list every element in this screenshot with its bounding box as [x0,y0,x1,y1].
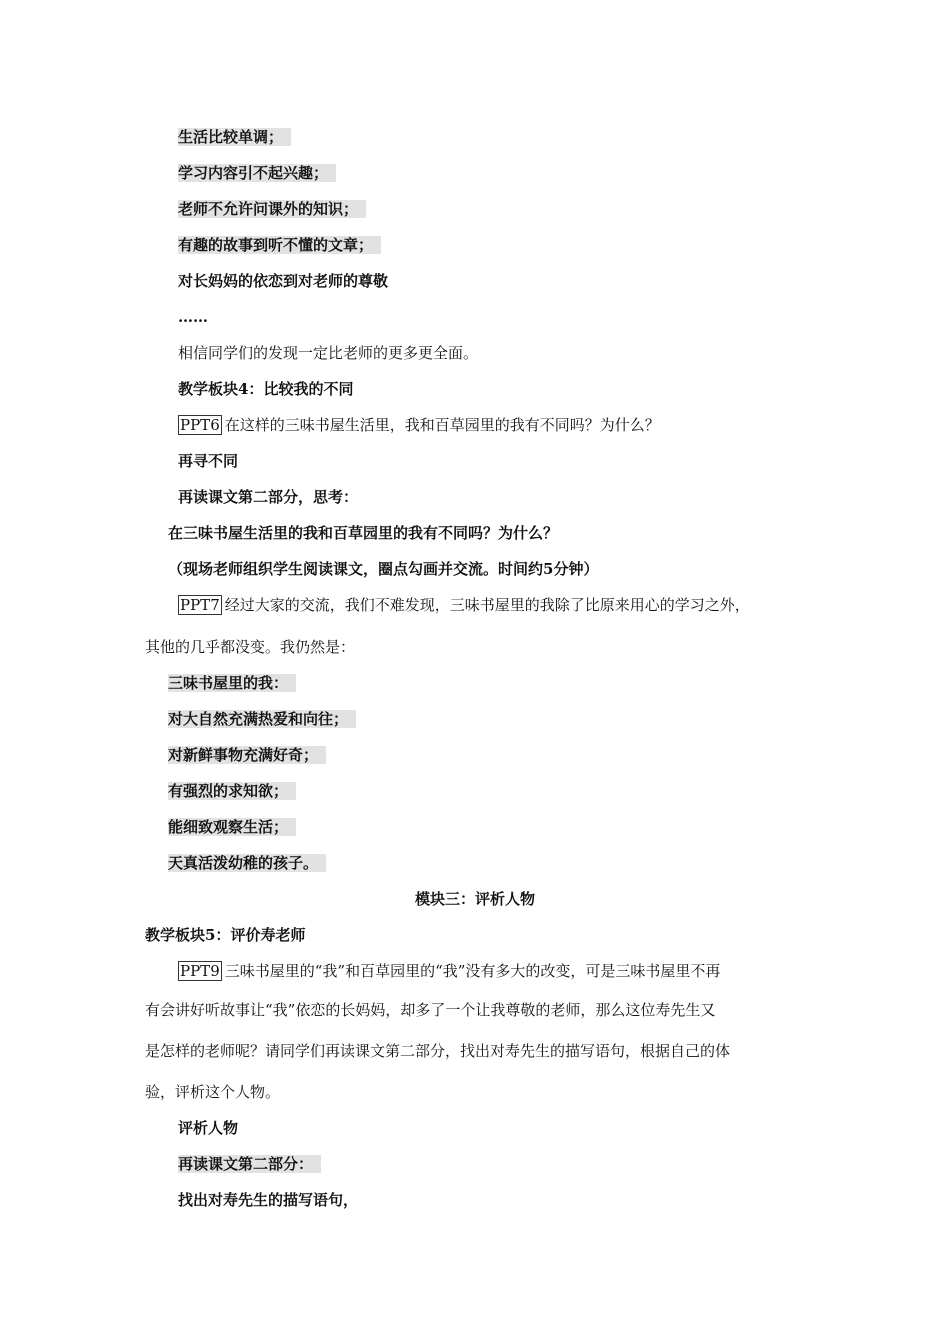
ppt-tag: PPT7 [180,596,220,614]
paragraph-line: 是怎样的老师呢？请同学们再读课文第二部分，找出对寿先生的描写语句，根据自己的体 [145,1042,731,1060]
section-heading: 教学板块5：评价寿老师 [145,926,306,944]
paragraph-line: 有会讲好听故事让“我”依恋的长妈妈，却多了一个让我尊敬的老师，那么这位寿先生又 [145,1001,716,1019]
text-line: 对新鲜事物充满好奇； [168,745,326,765]
note-line: （现场老师组织学生阅读课文，圈点勾画并交流。时间约5分钟） [168,560,599,578]
text-line: 天真活泼幼稚的孩子。 [168,853,326,873]
ppt-tag: PPT6 [180,416,220,434]
ppt-line: PPT6 在这样的三味书屋生活里，我和百草园里的我有不同吗？为什么？ [180,416,660,434]
text-line: 再读课文第二部分，思考： [178,488,359,506]
ellipsis-line: …… [178,308,208,326]
text-line: 再读课文第二部分： [178,1154,321,1174]
section-heading: 教学板块4：比较我的不同 [178,380,354,398]
paragraph-line: 其他的几乎都没变。我仍然是： [145,638,356,656]
paragraph-line: 相信同学们的发现一定比老师的更多更全面。 [178,344,479,362]
text-line: 生活比较单调； [178,127,291,147]
text-line: 能细致观察生活； [168,817,296,837]
module-heading: 模块三：评析人物 [414,890,535,908]
text-line: 有趣的故事到听不懂的文章； [178,235,381,255]
text-line: 对长妈妈的依恋到对老师的尊敬 [178,272,389,290]
question-line: 在三味书屋生活里的我和百草园里的我有不同吗？为什么？ [168,524,559,542]
text-line: 学习内容引不起兴趣； [178,163,336,183]
text-line: 对大自然充满热爱和向往； [168,709,356,729]
text-line: 有强烈的求知欲； [168,781,296,801]
ppt-tag: PPT9 [180,962,220,980]
ppt-line: PPT7 经过大家的交流，我们不难发现，三味书屋里的我除了比原来用心的学习之外， [180,596,750,614]
ppt-line: PPT9 三味书屋里的“我”和百草园里的“我”没有多大的改变，可是三味书屋里不再 [180,962,721,980]
text-line: 老师不允许问课外的知识； [178,199,366,219]
text-line: 找出对寿先生的描写语句， [178,1191,359,1209]
subheading: 再寻不同 [178,452,239,470]
text-line: 三味书屋里的我： [168,673,296,693]
subheading: 评析人物 [178,1119,239,1137]
paragraph-line: 验，评析这个人物。 [145,1083,281,1101]
